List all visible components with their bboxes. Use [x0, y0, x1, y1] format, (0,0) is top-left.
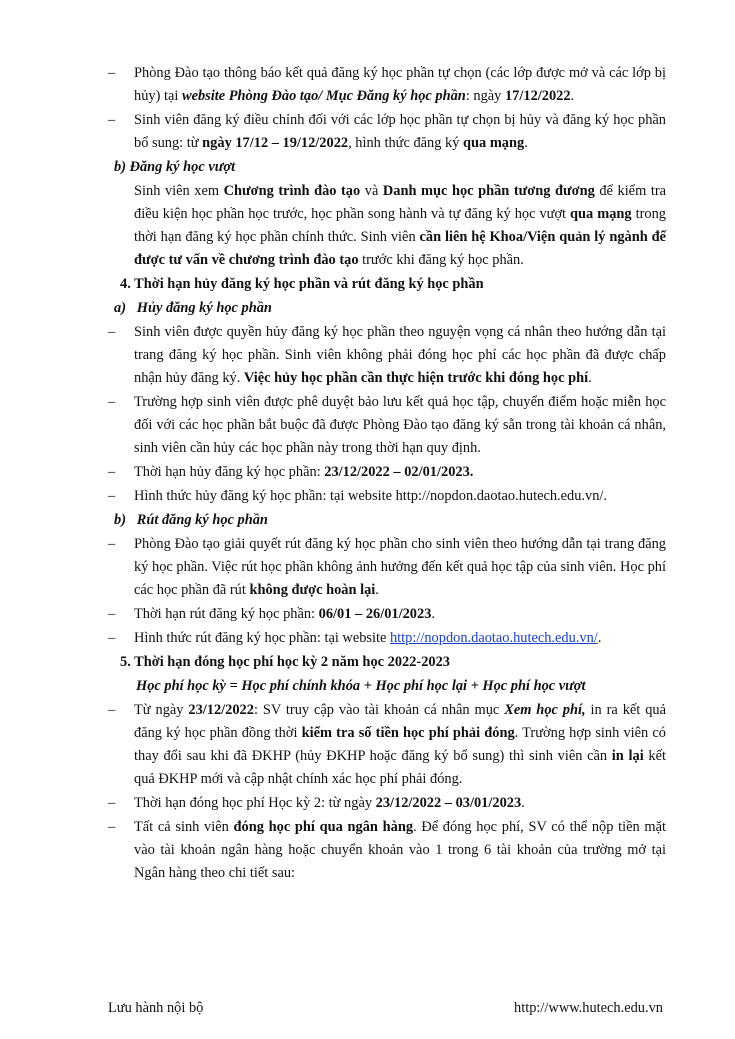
bullet-item	[108, 603, 666, 626]
bullet-dash: –	[108, 702, 116, 718]
bullet-item	[108, 391, 666, 460]
subsection-heading: b) Đăng ký học vượt	[114, 159, 236, 175]
bullet-dash: –	[108, 394, 116, 410]
bullet-item	[108, 627, 666, 650]
document-body	[108, 62, 666, 886]
bullet-dash: –	[108, 464, 116, 480]
bullet-dash: –	[108, 795, 116, 811]
bullet-item	[108, 485, 666, 508]
bullet-item	[108, 816, 666, 885]
bullet-text: Phòng Đào tạo thông báo kết quả đăng ký học phần tự chọn (các lớp được mở và các lớp bị hủy) tại website Phòng Đào tạo/ Mục Đăng ký học phần: ngày 17/12/2022.	[134, 65, 666, 104]
bullet-dash: –	[108, 606, 116, 622]
bullet-dash: –	[108, 630, 116, 646]
bullet-text: Thời hạn hủy đăng ký học phần: 23/12/2022 – 02/01/2023.	[134, 464, 474, 480]
fee-formula: Học phí học kỳ = Học phí chính khóa + Học phí học lại + Học phí học vượt	[136, 678, 586, 694]
bullet-dash: –	[108, 536, 116, 552]
bullet-dash: –	[108, 488, 116, 504]
section-heading: 5. Thời hạn đóng học phí học kỳ 2 năm học 2022-2023	[120, 654, 450, 670]
bullet-text: Tất cả sinh viên đóng học phí qua ngân hàng. Để đóng học phí, SV có thể nộp tiền mặt vào tài khoản ngân hàng hoặc chuyển khoản vào 1 trong 6 tài khoản của trường mở tại Ngân hàng theo chi tiết sau:	[134, 819, 667, 881]
bullet-text: Sinh viên đăng ký điều chỉnh đối với các lớp học phần tự chọn bị hủy và đăng ký học phần bổ sung: từ ngày 17/12 – 19/12/2022, hình thức đăng ký qua mạng.	[134, 112, 666, 151]
section-heading: 4. Thời hạn hủy đăng ký học phần và rút đăng ký học phần	[120, 276, 484, 292]
bullet-dash: –	[108, 112, 116, 128]
footer-right: http://www.hutech.edu.vn	[514, 1000, 663, 1016]
bullet-item	[108, 699, 666, 791]
bullet-dash: –	[108, 65, 116, 81]
bullet-dash: –	[108, 324, 116, 340]
subsection-heading: a) Hủy đăng ký học phần	[114, 300, 272, 316]
bullet-item	[108, 62, 666, 108]
footer-left: Lưu hành nội bộ	[108, 1000, 204, 1016]
bullet-item	[108, 533, 666, 602]
paragraph: Sinh viên xem Chương trình đào tạo và Danh mục học phần tương đương để kiểm tra điều kiện học phần học trước, học phần song hành và tự đăng ký học vượt qua mạng trong thời hạn đăng ký học phần chính thức. Sinh viên cần liên hệ Khoa/Viện quản lý ngành để được tư vấn về chương trình đào tạo trước khi đăng ký học phần.	[134, 183, 666, 268]
bullet-text: Hình thức hủy đăng ký học phần: tại website http://nopdon.daotao.hutech.edu.vn/.	[134, 488, 608, 504]
bullet-item	[108, 321, 666, 390]
bullet-text: Sinh viên được quyền hủy đăng ký học phần theo nguyện vọng cá nhân theo hướng dẫn tại trang đăng ký học phần. Sinh viên không phải đóng học phí các học phần đã được chấp nhận hủy đăng ký. Việc hủy học phần cần thực hiện trước khi đóng học phí.	[134, 324, 666, 386]
bullet-text: Trường hợp sinh viên được phê duyệt bảo lưu kết quả học tập, chuyển điểm hoặc miễn học đối với các học phần bắt buộc đã được Phòng Đào tạo đăng ký sẵn trong tài khoản cá nhân, sinh viên cần hủy các học phần này trong thời hạn quy định.	[134, 394, 666, 456]
website-link[interactable]: http://nopdon.daotao.hutech.edu.vn/	[389, 630, 598, 646]
bullet-text: Thời hạn đóng học phí Học kỳ 2: từ ngày 23/12/2022 – 03/01/2023.	[134, 795, 525, 811]
subsection-heading: b) Rút đăng ký học phần	[114, 512, 268, 528]
bullet-dash: –	[108, 819, 116, 835]
bullet-text: Phòng Đào tạo giải quyết rút đăng ký học phần cho sinh viên theo hướng dẫn tại trang đăng ký học phần. Việc rút học phần không ảnh hưởng đến kết quả học tập của sinh viên. Học phí các học phần đã rút không được hoàn lại.	[134, 536, 666, 598]
bullet-item	[108, 109, 666, 155]
bullet-text: Hình thức rút đăng ký học phần: tại website http://nopdon.daotao.hutech.edu.vn/.	[134, 630, 602, 646]
bullet-text: Từ ngày 23/12/2022: SV truy cập vào tài khoản cá nhân mục Xem học phí, in ra kết quả đăng ký học phần đồng thời kiểm tra số tiền học phí phải đóng. Trường hợp sinh viên có thay đổi sau khi đã ĐKHP (hủy ĐKHP hoặc đăng ký bổ sung) thì sinh viên cần in lại kết quả ĐKHP mới và cập nhật chính xác học phí phải đóng.	[134, 702, 666, 787]
bullet-text: Thời hạn rút đăng ký học phần: 06/01 – 26/01/2023.	[134, 606, 435, 622]
bullet-item	[108, 461, 666, 484]
bullet-item	[108, 792, 666, 815]
